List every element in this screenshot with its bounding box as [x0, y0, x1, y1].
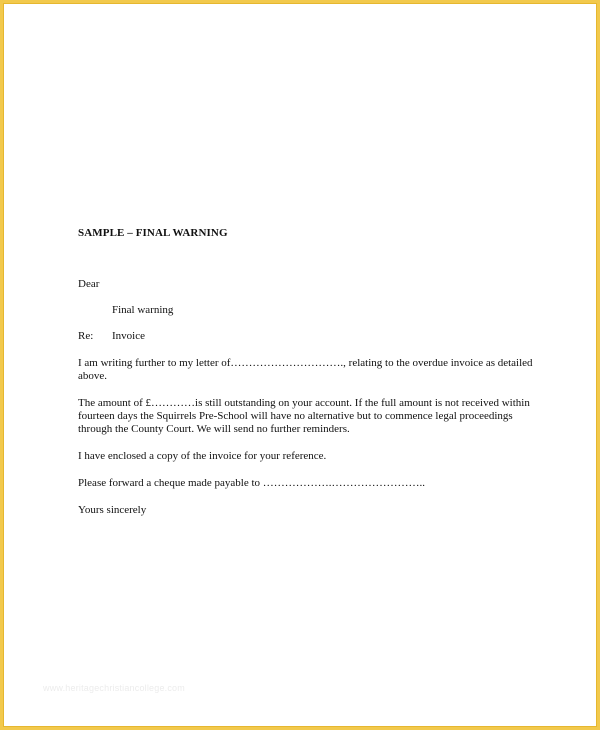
- letter-heading: SAMPLE – FINAL WARNING: [78, 227, 228, 239]
- document-page: [3, 3, 597, 727]
- re-value: Invoice: [112, 330, 145, 342]
- closing-line: Yours sincerely: [78, 504, 147, 516]
- paragraph-outstanding-amount: The amount of £…………is still outstanding on your account. If the full amount is not received within fourteen days the Squirrels Pre-School will have no alternative but to commence legal proceedings through the County Court. We will send no further reminders.: [78, 397, 530, 435]
- subject-line: Final warning: [112, 304, 174, 316]
- letter-body: [78, 227, 548, 517]
- re-line: [78, 330, 548, 343]
- re-label: Re:: [78, 330, 94, 342]
- paragraph-letter-reference: I am writing further to my letter of…………………………., relating to the overdue invoice as detailed above.: [78, 357, 533, 382]
- paragraph-payment-instructions: Please forward a cheque made payable to ……………….……………………..: [78, 477, 426, 489]
- paragraph-enclosed-copy: I have enclosed a copy of the invoice for your reference.: [78, 450, 327, 462]
- watermark: www.heritagechristiancollege.com: [43, 683, 185, 693]
- salutation: Dear: [78, 278, 100, 290]
